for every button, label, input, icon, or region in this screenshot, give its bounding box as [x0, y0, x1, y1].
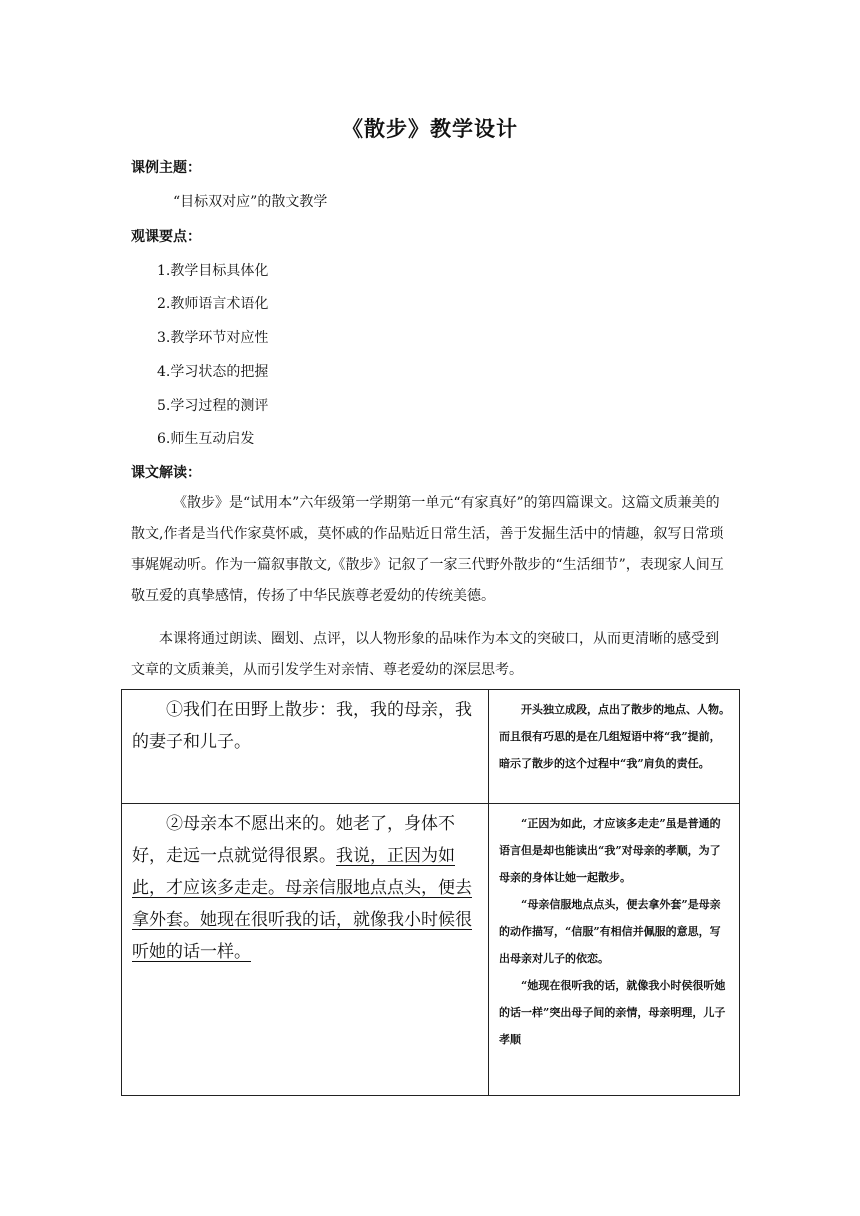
document-title: 《散步》教学设计 — [342, 116, 518, 141]
row1-text: ①我们在田野上散步：我，我的母亲，我的妻子和儿子。 — [132, 700, 472, 752]
topic-heading: 课例主题： — [131, 160, 201, 176]
row2-comment-1: “正因为如此，才应该多走走”虽是普通的语言但是却也能读出“我”对母亲的孝顺，为了母亲的身体让她一起散步。 — [499, 817, 721, 884]
point-item: 2.教师语言术语化 — [157, 296, 269, 312]
point-item: 4.学习状态的把握 — [157, 364, 269, 380]
analysis-table — [121, 689, 740, 1096]
table-cell-text — [122, 804, 489, 1096]
points-heading: 观课要点： — [131, 229, 201, 245]
table-cell-comment — [489, 804, 740, 1096]
table-row — [122, 804, 740, 1096]
point-item: 5.学习过程的测评 — [157, 398, 269, 414]
row1-comment: 开头独立成段，点出了散步的地点、人物。而且很有巧思的是在几组短语中将“我”提前，暗示了散步的这个过程中“我”肩负的责任。 — [499, 703, 730, 770]
table-row — [122, 690, 740, 804]
reading-paragraph-2: 本课将通过朗读、圈划、点评，以人物形象的品味作为本文的突破口，从而更清晰的感受到文章的文质兼美，从而引发学生对亲情、尊老爱幼的深层思考。 — [131, 631, 719, 678]
table-cell-comment — [489, 690, 740, 804]
reading-heading: 课文解读： — [131, 465, 201, 481]
table-cell-text — [122, 690, 489, 804]
topic-text: “目标双对应”的散文教学 — [173, 194, 328, 210]
row2-text-plain: ②母亲本不愿出来的。她老了，身体不好，走远一点就觉得很累。 — [132, 814, 455, 866]
row2-comment-2: “母亲信服地点点头，便去拿外套”是母亲的动作描写，“信服”有相信并佩服的意思，写出母亲对儿子的依恋。 — [499, 898, 721, 965]
point-item: 1.教学目标具体化 — [157, 263, 269, 279]
row2-text-underlined: 我说，正因为如此，才应该多走走。母亲信服地点点头，便去拿外套。她现在很听我的话，就像我小时候很听她的话一样。 — [132, 846, 472, 962]
row2-comment-3: “她现在很听我的话，就像我小时侯很听她的话一样”突出母子间的亲情，母亲明理，儿子孝顺 — [499, 979, 726, 1046]
point-item: 3.教学环节对应性 — [157, 330, 269, 346]
reading-paragraph-1: 《散步》是“试用本”六年级第一学期第一单元“有家真好”的第四篇课文。这篇文质兼美的散文,作者是当代作家莫怀戚，莫怀戚的作品贴近日常生活，善于发掘生活中的情趣，叙写日常琐事娓娓动听。作为一篇叙事散文,《散步》记叙了一家三代野外散步的“生活细节”，表现家人间互敬互爱的真挚感情，传扬了中华民族尊老爱幼的传统美德。 — [131, 495, 724, 604]
point-item: 6.师生互动启发 — [157, 431, 255, 447]
